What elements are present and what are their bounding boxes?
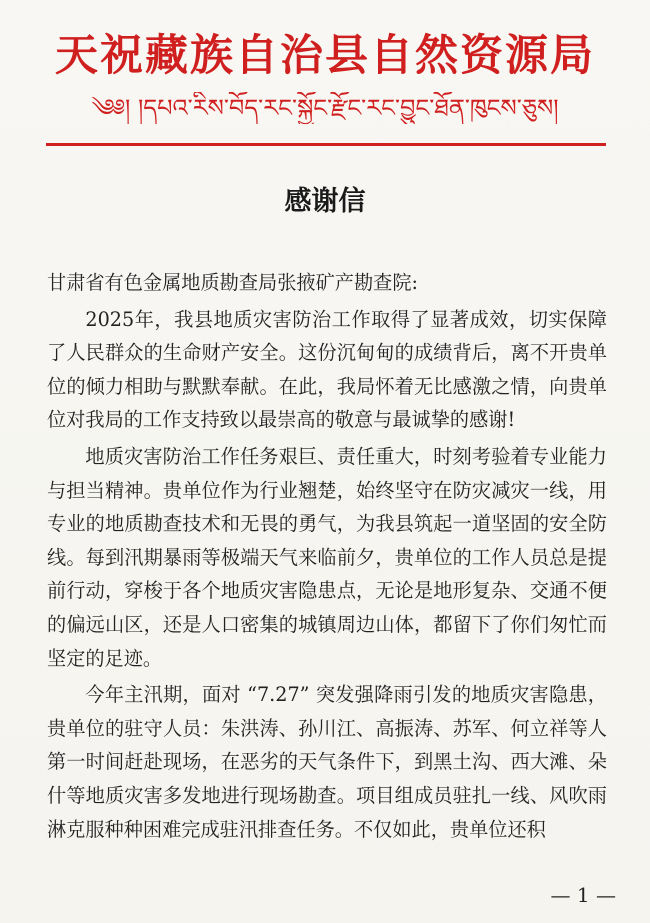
page-number: — 1 —	[550, 883, 616, 907]
letter-paragraph-3: 今年主汛期，面对 “7.27” 突发强降雨引发的地质灾害隐患，贵单位的驻守人员：朱洪涛、孙川江、高振涛、苏军、何立祥等人第一时间赶赴现场，在恶劣的天气条件下，到黑土沟、西大滩、朵什等地质灾害多发地进行现场勘查。项目组成员驻扎一线、风吹雨淋克服种种困难完成驻汛排查任务。不仅如此，贵单位还积	[47, 683, 607, 841]
org-name-header: 天祝藏族自治县自然资源局	[55, 31, 595, 81]
letter-salutation: 甘肃省有色金属地质勘查局张掖矿产勘查院:	[47, 271, 419, 294]
letter-paragraph-2: 地质灾害防治工作任务艰巨、责任重大，时刻考验着专业能力与担当精神。贵单位作为行业翘楚，始终坚守在防灾减灾一线，用专业的地质勘查技术和无畏的勇气，为我县筑起一道坚固的安全防线。每到汛期暴雨等极端天气来临前夕，贵单位的工作人员总是提前行动，穿梭于各个地质灾害隐患点，无论是地形复杂、交通不便的偏远山区，还是人口密集的城镇周边山体，都留下了你们匆忙而坚定的足迹。	[47, 444, 607, 670]
header-divider	[46, 143, 606, 146]
letter-paragraph-1: 2025年，我县地质灾害防治工作取得了显著成效，切实保障了人民群众的生命财产安全。这份沉甸甸的成绩背后，离不开贵单位的倾力相助与默默奉献。在此，我局怀着无比感激之情，向贵单位对我局的工作支持致以最崇高的敬意与最诚挚的感谢!	[47, 307, 607, 432]
letter-body	[47, 266, 607, 846]
org-name-tibetan: ༄༅། །དཔའ་རིས་བོད་རང་སྐྱོང་རྫོང་རང་བྱུང་ཐོན་ཁུངས་ཅུས།	[91, 94, 559, 122]
letter-title: 感谢信	[284, 186, 366, 217]
